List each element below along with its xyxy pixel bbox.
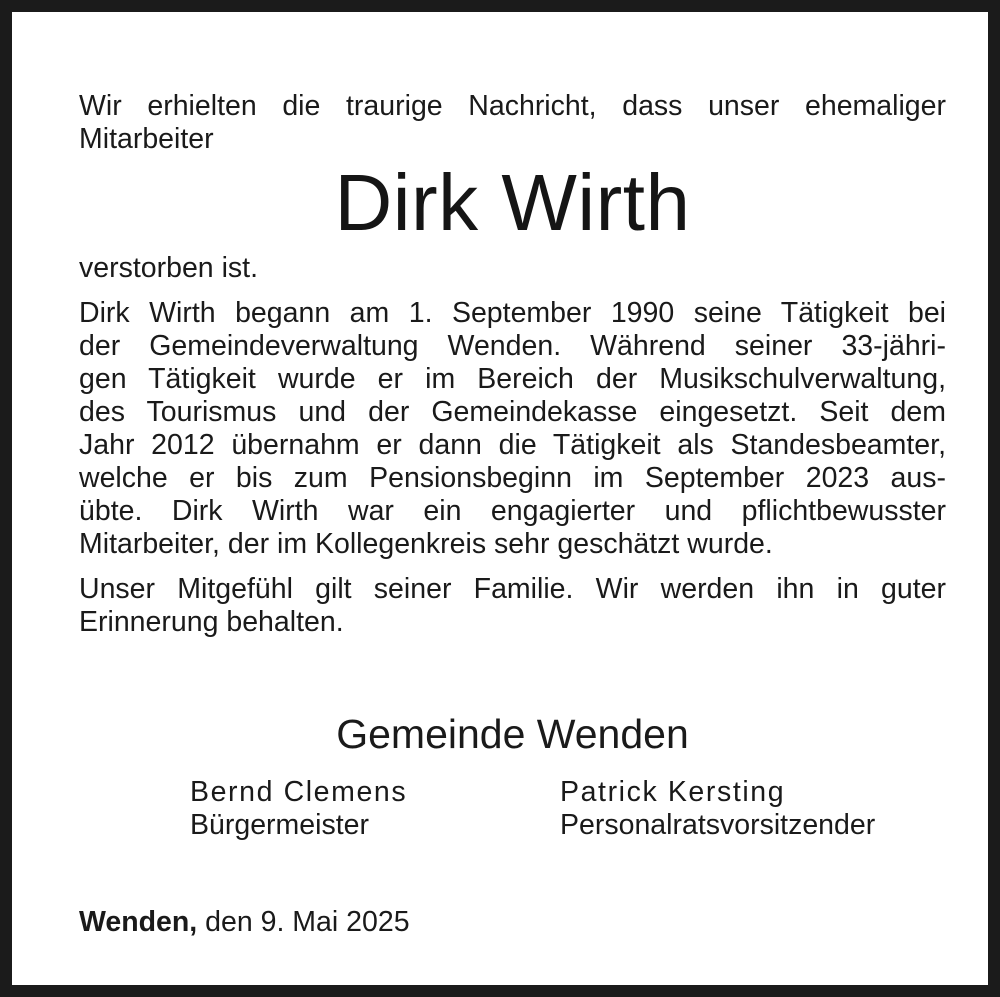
biography-paragraph	[79, 297, 946, 561]
date-text: den 9. Mai 2025	[197, 906, 410, 938]
obituary-content	[79, 90, 946, 938]
signatory-right	[560, 776, 875, 842]
intro-line-2: Mitarbeiter	[79, 123, 214, 155]
organization-name: Gemeinde Wenden	[336, 711, 689, 757]
condolence-line: Erinnerung behalten.	[79, 606, 344, 638]
signatory-name: Bernd Clemens	[190, 776, 408, 808]
place-name: Wenden,	[79, 906, 198, 938]
signatory-title: Bürgermeister	[190, 809, 369, 841]
biography-line: der Gemeindeverwaltung Wenden. Während seiner 33-jähri-	[79, 330, 946, 362]
biography-line: Jahr 2012 übernahm er dann die Tätigkeit als Standesbeamter,	[79, 429, 946, 461]
biography-line: Dirk Wirth begann am 1. September 1990 seine Tätigkeit bei	[79, 297, 946, 329]
biography-line: übte. Dirk Wirth war ein engagierter und pflichtbewusster	[79, 495, 946, 527]
signatory-title: Personalratsvorsitzender	[560, 809, 876, 841]
signatory-name: Patrick Kersting	[560, 776, 786, 808]
deceased-name: Dirk Wirth	[334, 158, 691, 247]
place-date	[79, 906, 410, 939]
biography-line: des Tourismus und der Gemeindekasse eingesetzt. Seit dem	[79, 396, 946, 428]
after-name-text: verstorben ist.	[79, 252, 258, 284]
biography-line: Mitarbeiter, der im Kollegenkreis sehr geschätzt wurde.	[79, 528, 773, 560]
condolence-paragraph	[79, 573, 946, 639]
signatory-left	[190, 776, 407, 842]
intro-line-1: Wir erhielten die traurige Nachricht, dass unser ehemaliger	[79, 90, 946, 122]
biography-line: gen Tätigkeit wurde er im Bereich der Musikschulverwaltung,	[79, 363, 946, 395]
condolence-line: Unser Mitgefühl gilt seiner Familie. Wir werden ihn in guter	[79, 573, 946, 605]
biography-line: welche er bis zum Pensionsbeginn im September 2023 aus-	[79, 462, 946, 494]
